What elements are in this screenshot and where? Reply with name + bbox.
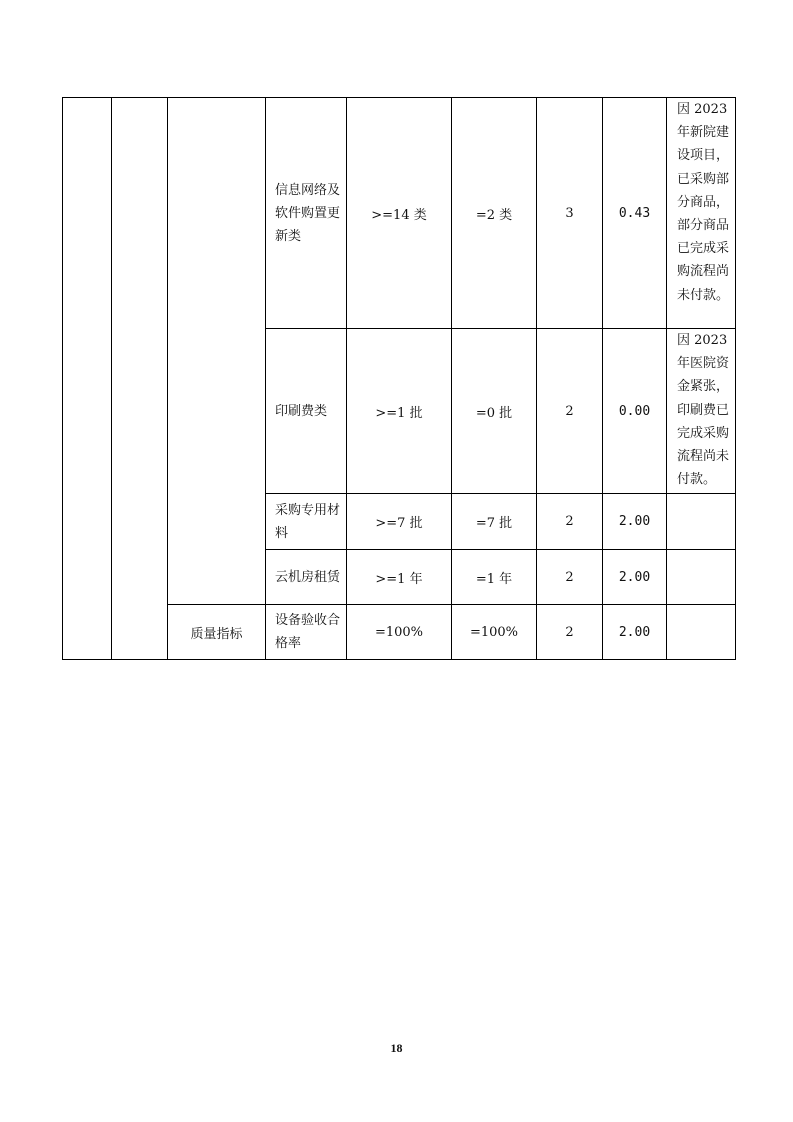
level1-cell [63,98,112,660]
weight-value: 2 [537,550,603,605]
category-cell: 质量指标 [168,605,266,660]
indicator-name: 印刷费类 [266,329,347,494]
score-value: 0.00 [603,329,667,494]
indicator-name: 采购专用材料 [266,494,347,550]
actual-value: =0 批 [452,329,537,494]
deviation-note: 因 2023 年医院资金紧张，印刷费已完成采购流程尚未付款。 [667,329,736,494]
indicator-name: 云机房租赁 [266,550,347,605]
deviation-note [667,494,736,550]
actual-value: =7 批 [452,494,537,550]
actual-value: =1 年 [452,550,537,605]
weight-value: 2 [537,605,603,660]
indicator-name: 信息网络及软件购置更新类 [266,98,347,329]
performance-table [62,97,736,660]
target-value: >=1 批 [347,329,452,494]
deviation-note: 因 2023 年新院建设项目，已采购部分商品，部分商品已完成采购流程尚未付款。 [667,98,736,329]
weight-value: 2 [537,329,603,494]
level3-cell [168,98,266,605]
weight-value: 2 [537,494,603,550]
target-value: >=1 年 [347,550,452,605]
actual-value: =2 类 [452,98,537,329]
weight-value: 3 [537,98,603,329]
table-row [63,98,736,329]
level2-cell [112,98,168,660]
score-value: 2.00 [603,494,667,550]
actual-value: =100% [452,605,537,660]
deviation-note [667,550,736,605]
target-value: >=14 类 [347,98,452,329]
target-value: >=7 批 [347,494,452,550]
score-value: 2.00 [603,550,667,605]
page-number: 18 [390,1041,403,1055]
indicator-name: 设备验收合格率 [266,605,347,660]
score-value: 2.00 [603,605,667,660]
score-value: 0.43 [603,98,667,329]
deviation-note [667,605,736,660]
target-value: =100% [347,605,452,660]
